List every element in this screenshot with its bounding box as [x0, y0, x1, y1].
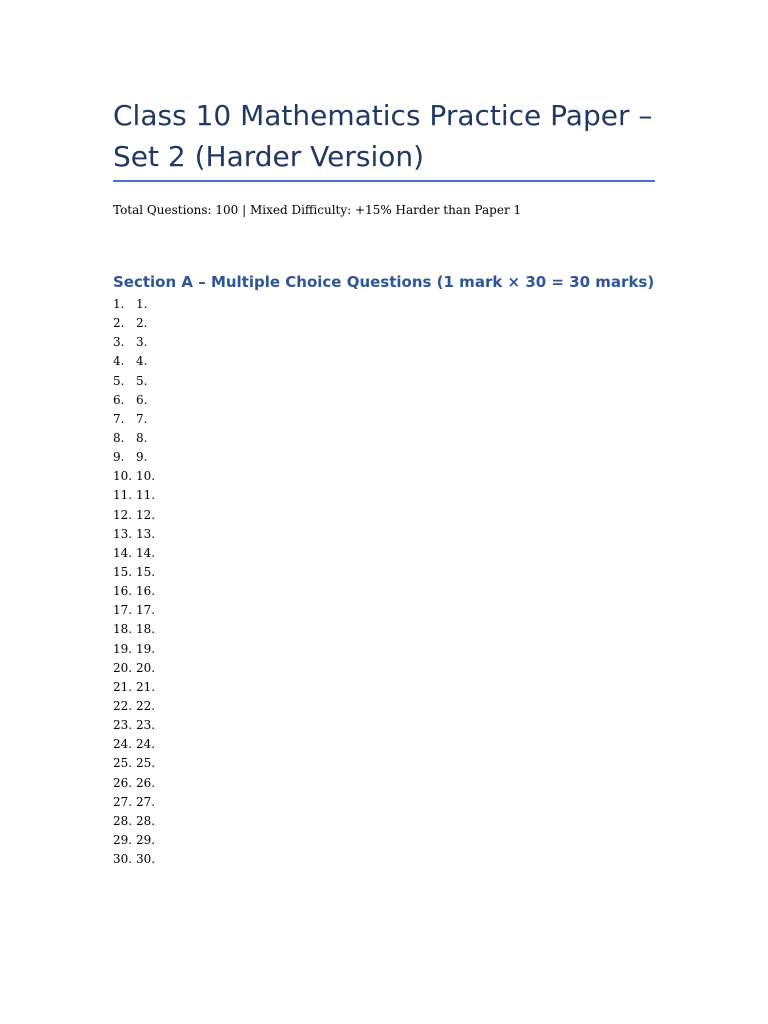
question-item — [113, 352, 155, 371]
question-item — [113, 678, 155, 697]
question-text: 23. — [136, 718, 156, 733]
question-text: 5. — [136, 373, 148, 388]
question-item — [113, 850, 155, 869]
question-item — [113, 582, 155, 601]
question-number: 19. — [113, 641, 133, 656]
question-item — [113, 735, 155, 754]
question-item — [113, 448, 155, 467]
question-text: 28. — [136, 813, 156, 828]
question-number: 25. — [113, 756, 133, 771]
question-text: 4. — [136, 354, 148, 369]
question-text: 3. — [136, 335, 148, 350]
question-text: 9. — [136, 450, 148, 465]
question-text: 14. — [136, 545, 156, 560]
title-underline — [113, 180, 655, 182]
question-number: 13. — [113, 526, 133, 541]
question-number: 14. — [113, 545, 133, 560]
question-number: 8. — [113, 430, 125, 445]
question-list — [113, 295, 155, 869]
question-number: 5. — [113, 373, 125, 388]
question-text: 8. — [136, 430, 148, 445]
paper-meta-info: Total Questions: 100 | Mixed Difficulty: +15% Harder than Paper 1 — [113, 203, 522, 217]
question-item — [113, 314, 155, 333]
question-item — [113, 525, 155, 544]
question-number: 7. — [113, 411, 125, 426]
question-number: 21. — [113, 679, 133, 694]
question-text: 29. — [136, 832, 156, 847]
question-text: 17. — [136, 603, 156, 618]
question-item — [113, 831, 155, 850]
question-text: 21. — [136, 679, 156, 694]
question-number: 15. — [113, 564, 133, 579]
question-number: 17. — [113, 603, 133, 618]
question-item — [113, 563, 155, 582]
question-text: 11. — [136, 488, 156, 503]
question-item — [113, 697, 155, 716]
question-item — [113, 486, 155, 505]
question-item — [113, 506, 155, 525]
question-text: 19. — [136, 641, 156, 656]
question-text: 10. — [136, 469, 156, 484]
question-number: 18. — [113, 622, 133, 637]
question-item — [113, 659, 155, 678]
question-item — [113, 812, 155, 831]
question-text: 7. — [136, 411, 148, 426]
question-item — [113, 640, 155, 659]
question-item — [113, 716, 155, 735]
question-text: 27. — [136, 794, 156, 809]
question-text: 15. — [136, 564, 156, 579]
question-text: 12. — [136, 507, 156, 522]
question-number: 11. — [113, 488, 133, 503]
question-number: 9. — [113, 450, 125, 465]
question-number: 28. — [113, 813, 133, 828]
question-item — [113, 429, 155, 448]
question-text: 20. — [136, 660, 156, 675]
question-item — [113, 793, 155, 812]
question-text: 2. — [136, 316, 148, 331]
question-item — [113, 372, 155, 391]
question-text: 22. — [136, 698, 156, 713]
question-item — [113, 333, 155, 352]
question-item — [113, 295, 155, 314]
question-number: 29. — [113, 832, 133, 847]
question-text: 25. — [136, 756, 156, 771]
question-text: 1. — [136, 297, 148, 311]
question-text: 18. — [136, 622, 156, 637]
question-number: 30. — [113, 852, 133, 867]
page-title: Class 10 Mathematics Practice Paper – Set 2 (Harder Version) — [113, 99, 653, 173]
question-text: 26. — [136, 775, 156, 790]
question-number: 10. — [113, 469, 133, 484]
question-item — [113, 391, 155, 410]
question-number: 27. — [113, 794, 133, 809]
question-number: 6. — [113, 392, 125, 407]
question-item — [113, 467, 155, 486]
question-number: 22. — [113, 698, 133, 713]
question-number: 26. — [113, 775, 133, 790]
question-item — [113, 754, 155, 773]
question-number: 12. — [113, 507, 133, 522]
question-text: 6. — [136, 392, 148, 407]
question-text: 16. — [136, 584, 156, 599]
question-number: 24. — [113, 737, 133, 752]
question-text: 13. — [136, 526, 156, 541]
question-number: 4. — [113, 354, 125, 369]
question-number: 20. — [113, 660, 133, 675]
question-number: 1. — [113, 297, 125, 311]
question-number: 3. — [113, 335, 125, 350]
question-item — [113, 544, 155, 563]
section-a-heading: Section A – Multiple Choice Questions (1 mark × 30 = 30 marks) — [113, 273, 655, 291]
question-number: 23. — [113, 718, 133, 733]
question-text: 30. — [136, 852, 156, 867]
question-number: 2. — [113, 316, 125, 331]
question-text: 24. — [136, 737, 156, 752]
question-item — [113, 620, 155, 639]
question-number: 16. — [113, 584, 133, 599]
question-item — [113, 601, 155, 620]
question-item — [113, 410, 155, 429]
question-item — [113, 774, 155, 793]
